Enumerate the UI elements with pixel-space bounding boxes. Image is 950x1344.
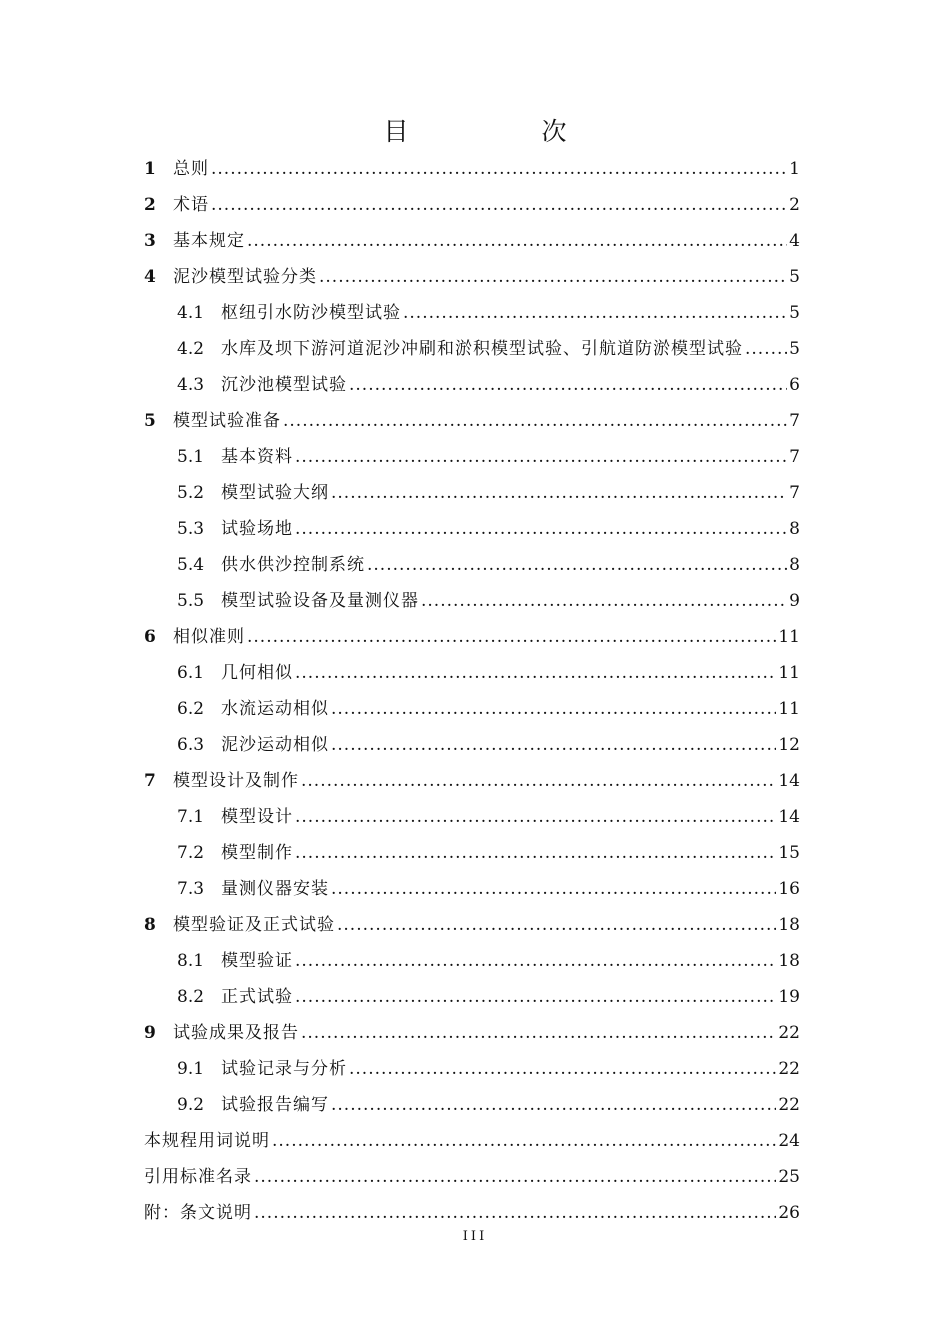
toc-entry-page: 2: [789, 195, 800, 215]
toc-leader-dots: [349, 368, 787, 402]
toc-entry-label: 术语: [173, 195, 209, 215]
toc-entry-page: 18: [778, 951, 800, 971]
toc-entry-page: 5: [789, 267, 800, 287]
toc-entry[interactable]: [144, 872, 800, 908]
toc-entry-number: 8.1: [177, 951, 205, 971]
toc-leader-dots: [301, 1016, 776, 1050]
toc-leader-dots: [331, 1088, 776, 1122]
toc-entry-number: 9.1: [177, 1059, 205, 1079]
toc-leader-dots: [272, 1124, 776, 1158]
toc-entry-number: 4.2: [177, 339, 205, 359]
toc-entry-number: 6.3: [177, 735, 205, 755]
toc-entry-number: 4.1: [177, 303, 205, 323]
toc-leader-dots: [421, 584, 787, 618]
toc-entry-number: 5.1: [177, 447, 205, 467]
toc-entry-number: 6.2: [177, 699, 205, 719]
toc-leader-dots: [319, 260, 787, 294]
toc-entry-label: 基本规定: [173, 231, 245, 251]
toc-leader-dots: [254, 1160, 776, 1194]
toc-entry-page: 4: [789, 231, 800, 251]
toc-leader-dots: [745, 332, 787, 366]
toc-entry[interactable]: [144, 260, 800, 296]
toc-entry-number: 5.3: [177, 519, 205, 539]
toc-leader-dots: [331, 728, 776, 762]
toc-entry-number: 2: [144, 195, 156, 215]
toc-entry-page: 19: [778, 987, 800, 1007]
toc-entry-page: 14: [778, 807, 800, 827]
toc-entry[interactable]: [144, 296, 800, 332]
toc-leader-dots: [295, 440, 787, 474]
toc-entry-page: 15: [778, 843, 800, 863]
toc-entry-label: 试验场地: [221, 519, 293, 539]
toc-entry-page: 22: [778, 1059, 800, 1079]
toc-entry-number: 4: [144, 267, 156, 287]
page-title: 目 次: [383, 117, 621, 146]
toc-leader-dots: [295, 836, 776, 870]
toc-leader-dots: [349, 1052, 776, 1086]
toc-entry[interactable]: [144, 1016, 800, 1052]
toc-leader-dots: [295, 800, 776, 834]
toc-entry-page: 7: [789, 447, 800, 467]
toc-entry[interactable]: [144, 1196, 800, 1232]
toc-entry-page: 22: [778, 1095, 800, 1115]
table-of-contents: [144, 152, 800, 1232]
toc-entry-label: 正式试验: [221, 987, 293, 1007]
toc-entry-label: 模型验证: [221, 951, 293, 971]
toc-entry-label: 模型设计及制作: [173, 771, 299, 791]
toc-entry[interactable]: [144, 980, 800, 1016]
toc-entry[interactable]: [144, 332, 800, 368]
toc-entry-number: 6: [144, 627, 156, 647]
toc-entry[interactable]: [144, 188, 800, 224]
toc-entry[interactable]: [144, 800, 800, 836]
toc-entry[interactable]: [144, 224, 800, 260]
toc-entry-label: 模型设计: [221, 807, 293, 827]
toc-entry-page: 5: [789, 303, 800, 323]
toc-leader-dots: [403, 296, 787, 330]
toc-leader-dots: [283, 404, 787, 438]
toc-entry-label: 引用标准名录: [144, 1167, 252, 1187]
toc-entry-label: 总则: [173, 159, 209, 179]
toc-leader-dots: [254, 1196, 776, 1230]
toc-entry-number: 7.2: [177, 843, 205, 863]
toc-leader-dots: [247, 620, 776, 654]
toc-leader-dots: [331, 872, 776, 906]
toc-entry-number: 6.1: [177, 663, 205, 683]
toc-entry-page: 22: [778, 1023, 800, 1043]
toc-entry-number: 4.3: [177, 375, 205, 395]
toc-entry-number: 7: [144, 771, 156, 791]
toc-entry-number: 5: [144, 411, 156, 431]
toc-entry-label: 相似准则: [173, 627, 245, 647]
page-footer-number: III: [462, 1229, 488, 1244]
toc-leader-dots: [295, 656, 776, 690]
toc-leader-dots: [337, 908, 776, 942]
toc-entry-label: 模型试验准备: [173, 411, 281, 431]
toc-entry-page: 11: [778, 699, 800, 719]
toc-entry-number: 5.2: [177, 483, 205, 503]
toc-entry-number: 3: [144, 231, 156, 251]
toc-entry-label: 基本资料: [221, 447, 293, 467]
toc-entry-page: 1: [789, 159, 800, 179]
toc-entry-number: 9.2: [177, 1095, 205, 1115]
toc-leader-dots: [295, 512, 787, 546]
toc-entry-page: 18: [778, 915, 800, 935]
toc-entry[interactable]: [144, 764, 800, 800]
toc-leader-dots: [295, 944, 776, 978]
toc-entry[interactable]: [144, 728, 800, 764]
toc-entry-page: 11: [778, 663, 800, 683]
toc-entry-number: 8: [144, 915, 156, 935]
toc-leader-dots: [295, 980, 776, 1014]
toc-entry-page: 7: [789, 411, 800, 431]
toc-entry-label: 模型试验设备及量测仪器: [221, 591, 419, 611]
toc-entry-label: 模型试验大纲: [221, 483, 329, 503]
toc-entry[interactable]: [144, 584, 800, 620]
toc-entry-label: 模型验证及正式试验: [173, 915, 335, 935]
toc-entry[interactable]: [144, 1088, 800, 1124]
toc-entry-number: 1: [144, 159, 156, 179]
toc-entry[interactable]: [144, 908, 800, 944]
toc-entry-page: 9: [789, 591, 800, 611]
toc-entry-page: 26: [778, 1203, 800, 1223]
toc-entry-label: 供水供沙控制系统: [221, 555, 365, 575]
toc-leader-dots: [301, 764, 776, 798]
toc-entry-page: 24: [778, 1131, 800, 1151]
toc-entry-label: 沉沙池模型试验: [221, 375, 347, 395]
toc-entry-page: 5: [789, 339, 800, 359]
toc-entry[interactable]: [144, 944, 800, 980]
toc-entry[interactable]: [144, 1124, 800, 1160]
toc-leader-dots: [367, 548, 787, 582]
toc-entry[interactable]: [144, 512, 800, 548]
toc-entry-number: 7.3: [177, 879, 205, 899]
toc-entry-page: 7: [789, 483, 800, 503]
toc-entry-page: 6: [789, 375, 800, 395]
toc-entry-number: 7.1: [177, 807, 205, 827]
toc-entry[interactable]: [144, 548, 800, 584]
toc-entry-label: 量测仪器安装: [221, 879, 329, 899]
toc-entry-number: 5.5: [177, 591, 205, 611]
toc-entry[interactable]: [144, 152, 800, 188]
toc-entry-label: 几何相似: [221, 663, 293, 683]
toc-entry-label: 附：条文说明: [144, 1203, 252, 1223]
toc-entry-page: 12: [778, 735, 800, 755]
toc-entry[interactable]: [144, 692, 800, 728]
toc-leader-dots: [211, 188, 787, 222]
toc-entry-page: 8: [789, 555, 800, 575]
toc-entry-number: 9: [144, 1023, 156, 1043]
toc-leader-dots: [211, 152, 787, 186]
toc-entry-label: 枢纽引水防沙模型试验: [221, 303, 401, 323]
toc-entry[interactable]: [144, 440, 800, 476]
toc-entry-page: 14: [778, 771, 800, 791]
toc-entry-number: 8.2: [177, 987, 205, 1007]
toc-entry[interactable]: [144, 1160, 800, 1196]
toc-entry-label: 试验成果及报告: [173, 1023, 299, 1043]
toc-entry[interactable]: [144, 368, 800, 404]
toc-entry[interactable]: [144, 476, 800, 512]
toc-entry-label: 试验报告编写: [221, 1095, 329, 1115]
toc-entry[interactable]: [144, 404, 800, 440]
toc-entry[interactable]: [144, 656, 800, 692]
toc-entry[interactable]: [144, 1052, 800, 1088]
toc-entry-label: 模型制作: [221, 843, 293, 863]
toc-entry-label: 水流运动相似: [221, 699, 329, 719]
toc-entry-label: 泥沙模型试验分类: [173, 267, 317, 287]
toc-leader-dots: [247, 224, 787, 258]
toc-entry-label: 水库及坝下游河道泥沙冲刷和淤积模型试验、引航道防淤模型试验: [221, 339, 743, 359]
toc-entry-page: 16: [778, 879, 800, 899]
toc-entry-page: 25: [778, 1167, 800, 1187]
toc-entry-label: 本规程用词说明: [144, 1131, 270, 1151]
toc-entry-label: 泥沙运动相似: [221, 735, 329, 755]
toc-entry-page: 11: [778, 627, 800, 647]
toc-leader-dots: [331, 476, 787, 510]
toc-entry-page: 8: [789, 519, 800, 539]
toc-entry[interactable]: [144, 836, 800, 872]
toc-entry[interactable]: [144, 620, 800, 656]
toc-entry-number: 5.4: [177, 555, 205, 575]
toc-entry-label: 试验记录与分析: [221, 1059, 347, 1079]
toc-leader-dots: [331, 692, 776, 726]
